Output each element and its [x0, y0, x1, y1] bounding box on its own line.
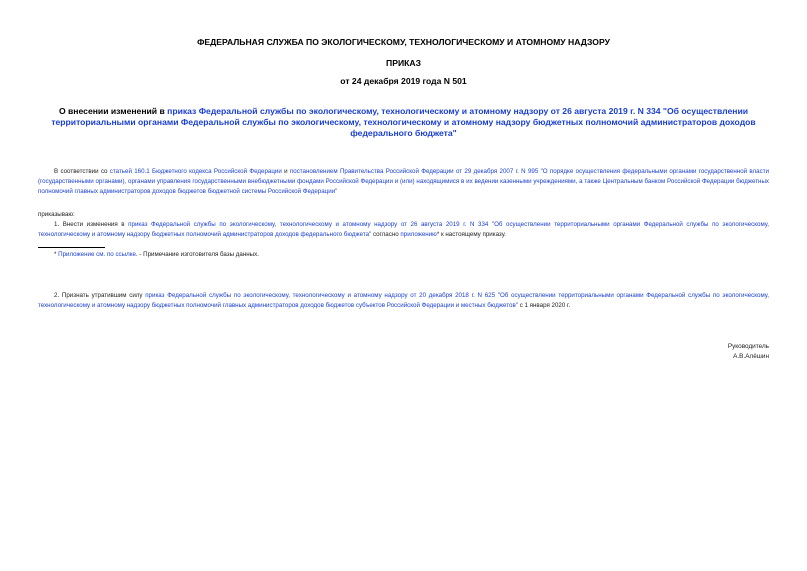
p1-text-1: В соответствии со [54, 168, 110, 175]
p3-text-2: с 1 января 2020 г. [517, 302, 571, 309]
p2-text-2: согласно [371, 231, 401, 238]
p1-link-government-decree[interactable]: постановлением Правительства Российской Федерации от 29 декабря 2007 г. N 995 "О порядке осуществления федеральными органами государственной власти (государственными органами), органами управления государственными внебюджетными фондами Российской Федерации и (или) находящимися в их ведении казенными учреждениями, а также Центральным банком Российской Федерации бюджетных полномочий главных администраторов доходов бюджетов бюджетной системы Российской Федерации" [38, 168, 769, 195]
p2-link-order-334[interactable]: приказ Федеральной службы по экологическому, технологическому и атомному надзору от 26 августа 2019 г. N 334 "Об осуществлении территориальными органами Федеральной службы по экологическому, технологическому и атомному надзору бюджетных полномочий администраторов доходов федерального бюджета" [38, 221, 769, 238]
p1-link-budget-code[interactable]: статьей 160.1 Бюджетного кодекса Российской Федерации [109, 168, 282, 175]
footnote-text-2: . - Примечание изготовителя базы данных. [135, 251, 259, 258]
footnote-text-1: * [54, 251, 59, 258]
p1-text-2: и [281, 168, 290, 175]
footnote-link[interactable]: Приложение см. по ссылке [58, 251, 136, 258]
paragraph-basis [38, 167, 769, 197]
document-title [40, 106, 767, 139]
paragraph-item-1 [38, 220, 769, 240]
p3-link-order-625[interactable]: приказ Федеральной службы по экологическому, технологическому и атомному надзору от 20 декабря 2018 г. N 625 "Об осуществлении территориальными органами Федеральной службы по экологическому, технологическому и атомному надзору бюджетных полномочий главных администраторов доходов бюджетов субъектов Российской Федерации и местных бюджетов" [38, 292, 769, 309]
p3-text-1: 2. Признать утратившим силу [54, 292, 146, 299]
p2-link-appendix[interactable]: приложению [400, 231, 437, 238]
agency-heading: ФЕДЕРАЛЬНАЯ СЛУЖБА ПО ЭКОЛОГИЧЕСКОМУ, ТЕХНОЛОГИЧЕСКОМУ И АТОМНОМУ НАДЗОРУ [197, 37, 610, 47]
paragraph-item-2 [38, 291, 769, 311]
signature-name: А.В.Алёшин [733, 353, 769, 360]
signature-role: Руководитель [727, 343, 769, 350]
p2-text-1: 1. Внести изменения в [54, 221, 129, 228]
footnote [54, 250, 654, 260]
title-prefix: О внесении изменений в [58, 106, 168, 116]
order-heading: ПРИКАЗ [386, 58, 421, 68]
title-link[interactable]: приказ Федеральной службы по экологическому, технологическому и атомному надзору от 26 августа 2019 г. N 334 "Об осуществлении территориальными органами Федеральной службы по экологическому, технологическому и атомному надзору бюджетных полномочий администраторов доходов федерального бюджета" [51, 106, 756, 138]
ordered-label: приказываю: [38, 211, 75, 218]
order-date: от 24 декабря 2019 года N 501 [340, 76, 467, 86]
footnote-divider [38, 247, 105, 248]
p2-text-3: * к настоящему приказу. [436, 231, 506, 238]
